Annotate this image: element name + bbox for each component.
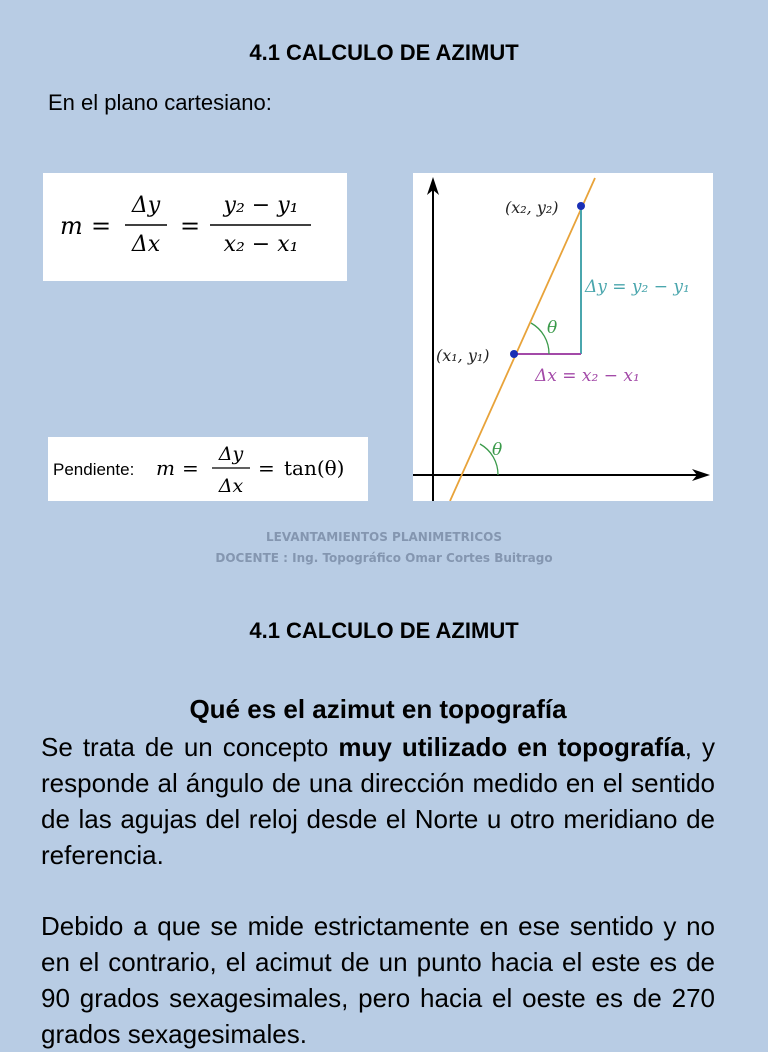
formula-m: m [60, 212, 83, 240]
formula-num-dy: Δy [131, 193, 161, 218]
pendiente-formula [48, 437, 368, 501]
slope-formula [43, 173, 347, 281]
theta-label-bottom: θ [492, 440, 503, 460]
formula-den-dx: Δx [131, 232, 161, 257]
point-2 [577, 202, 585, 210]
footer-teacher: DOCENTE : Ing. Topográfico Omar Cortes Buitrago [215, 551, 553, 565]
formula-equals-2: = [180, 212, 201, 240]
formula-den-x: x₂ − x₁ [223, 232, 299, 257]
para1-bold: muy utilizado en topografía [338, 732, 685, 762]
point-1 [510, 350, 518, 358]
paragraph-direction: Debido a que se mide estrictamente en ese sentido y no en el contrario, el acimut de un punto hacia el este es de 90 grados sexagesimales, pero hacia el oeste es de 270 grados sexagesimales. [41, 911, 715, 1049]
theta-label-top: θ [547, 318, 558, 338]
pendiente-equals: = [182, 456, 199, 480]
pendiente-equals-2: = [258, 456, 275, 480]
intro-text: En el plano cartesiano: [48, 90, 272, 115]
section-heading: Qué es el azimut en topografía [189, 694, 567, 724]
para1-start: Se trata de un concepto [41, 732, 339, 762]
footer-course: LEVANTAMIENTOS PLANIMETRICOS [266, 530, 502, 544]
dy-label: Δy = y₂ − y₁ [585, 277, 690, 297]
pendiente-label: Pendiente: [53, 460, 135, 479]
formula-equals: = [91, 212, 112, 240]
slope-line [450, 178, 595, 501]
pendiente-m: m [156, 456, 175, 480]
point-2-label: (x₂, y₂) [505, 198, 559, 217]
pendiente-num: Δy [218, 443, 244, 465]
para1-end: , y responde al ángulo de una dirección medido en el sentido de las agujas del reloj desde el Norte u otro meridiano de referencia. [41, 732, 715, 870]
paragraph-definition [41, 729, 715, 873]
slide-title: 4.1 CALCULO DE AZIMUT [249, 40, 519, 65]
slope-graph [413, 173, 713, 501]
formula-num-y: y₂ − y₁ [223, 193, 299, 218]
pendiente-tan: tan(θ) [284, 456, 345, 480]
dx-label: Δx = x₂ − x₁ [535, 366, 640, 386]
point-1-label: (x₁, y₁) [436, 346, 490, 365]
pendiente-den: Δx [218, 475, 244, 497]
slide-2-title: 4.1 CALCULO DE AZIMUT [249, 618, 519, 643]
